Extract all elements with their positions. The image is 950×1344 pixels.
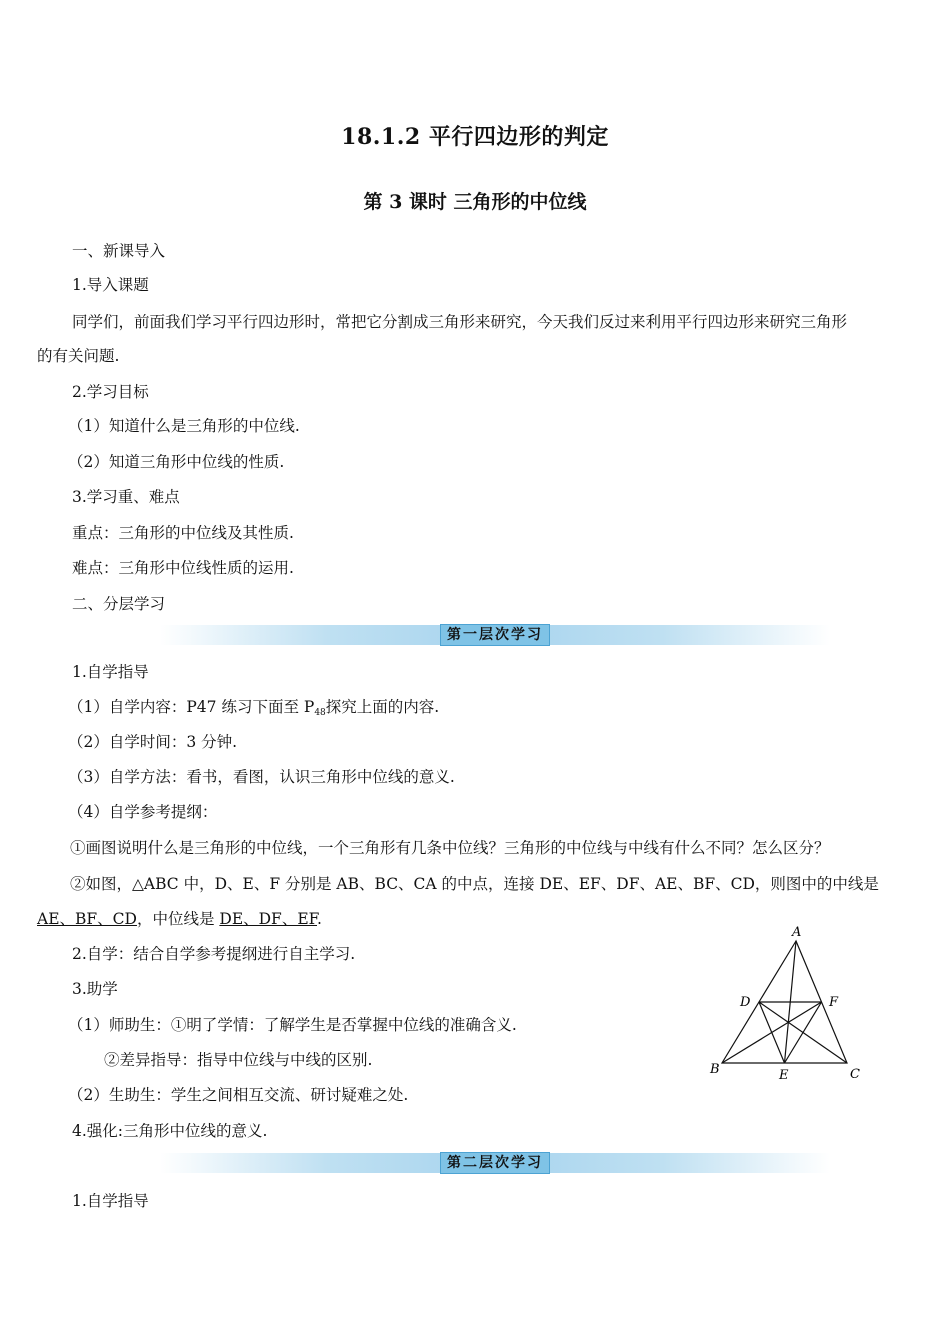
key-heading: 3.学习重、难点 [72, 488, 180, 506]
level-1-banner [160, 625, 830, 645]
answer-mid-text: ，中位线是 [136, 910, 220, 928]
label-c: C [850, 1067, 860, 1082]
intro-heading: 1.导入课题 [72, 276, 149, 294]
self-study-time: （2）自学时间：3 分钟. [68, 733, 238, 751]
self-study-content [68, 696, 439, 724]
answer-end: . [316, 910, 322, 928]
section-new-lesson: 一、新课导入 [72, 242, 166, 260]
content-suffix: 探究上面的内容. [325, 698, 440, 716]
self-study-method: （3）自学方法：看书，看图，认识三角形中位线的意义. [68, 768, 455, 786]
lesson-subtitle: 第 3 课时 三角形的中位线 [363, 191, 587, 213]
key-point: 重点：三角形的中位线及其性质. [72, 524, 294, 542]
question-2: ②如图，△ABC 中，D、E、F 分别是 AB、BC、CA 的中点，连接 DE、EF、DF、AE、BF、CD，则图中的中线是 [70, 875, 879, 893]
answer-medians: AE、BF、CD [37, 910, 137, 928]
label-e: E [779, 1068, 789, 1083]
label-b: B [710, 1062, 720, 1077]
strengthen: 4.强化:三角形中位线的意义. [72, 1122, 268, 1140]
self-study-heading: 1.自学指导 [72, 663, 149, 681]
answer-midlines: DE、DF、EF [219, 910, 317, 928]
help-difference: ②差异指导：指导中位线与中线的区别. [104, 1051, 373, 1069]
content-page-subscript: 48 [314, 708, 326, 718]
triangle-figure [700, 920, 870, 1090]
label-f: F [829, 995, 839, 1010]
self-study-outline: （4）自学参考提纲： [68, 803, 218, 821]
question-1: ①画图说明什么是三角形的中位线，一个三角形有几条中位线？三角形的中位线与中线有什么不同？怎么区分？ [70, 839, 830, 857]
content-prefix: （1）自学内容：P47 练习下面至 P [68, 698, 315, 716]
level-2-banner [160, 1153, 830, 1173]
label-d: D [740, 995, 751, 1010]
intro-text-line-2: 的有关问题. [37, 347, 120, 365]
goals-heading: 2.学习目标 [72, 383, 149, 401]
goal-2: （2）知道三角形中位线的性质. [68, 453, 285, 471]
self-study-heading-2: 1.自学指导 [72, 1192, 149, 1210]
help-heading: 3.助学 [72, 980, 118, 998]
document-title: 18.1.2 平行四边形的判定 [341, 124, 609, 150]
label-a: A [792, 925, 802, 940]
section-layered-study: 二、分层学习 [72, 595, 166, 613]
help-students: （2）生助生：学生之间相互交流、研讨疑难之处. [68, 1086, 409, 1104]
goal-1: （1）知道什么是三角形的中位线. [68, 417, 300, 435]
difficult-point: 难点：三角形中位线性质的运用. [72, 559, 294, 577]
question-2-answer [37, 908, 322, 930]
intro-text-line-1: 同学们，前面我们学习平行四边形时，常把它分割成三角形来研究，今天我们反过来利用平行四边形来研究三角形 [72, 313, 848, 331]
help-teacher: （1）师助生：①明了学情：了解学生是否掌握中位线的准确含义. [68, 1016, 517, 1034]
level-2-banner-label: 第二层次学习 [440, 1152, 550, 1174]
self-study-instruction: 2.自学：结合自学参考提纲进行自主学习. [72, 945, 356, 963]
level-1-banner-label: 第一层次学习 [440, 624, 550, 646]
